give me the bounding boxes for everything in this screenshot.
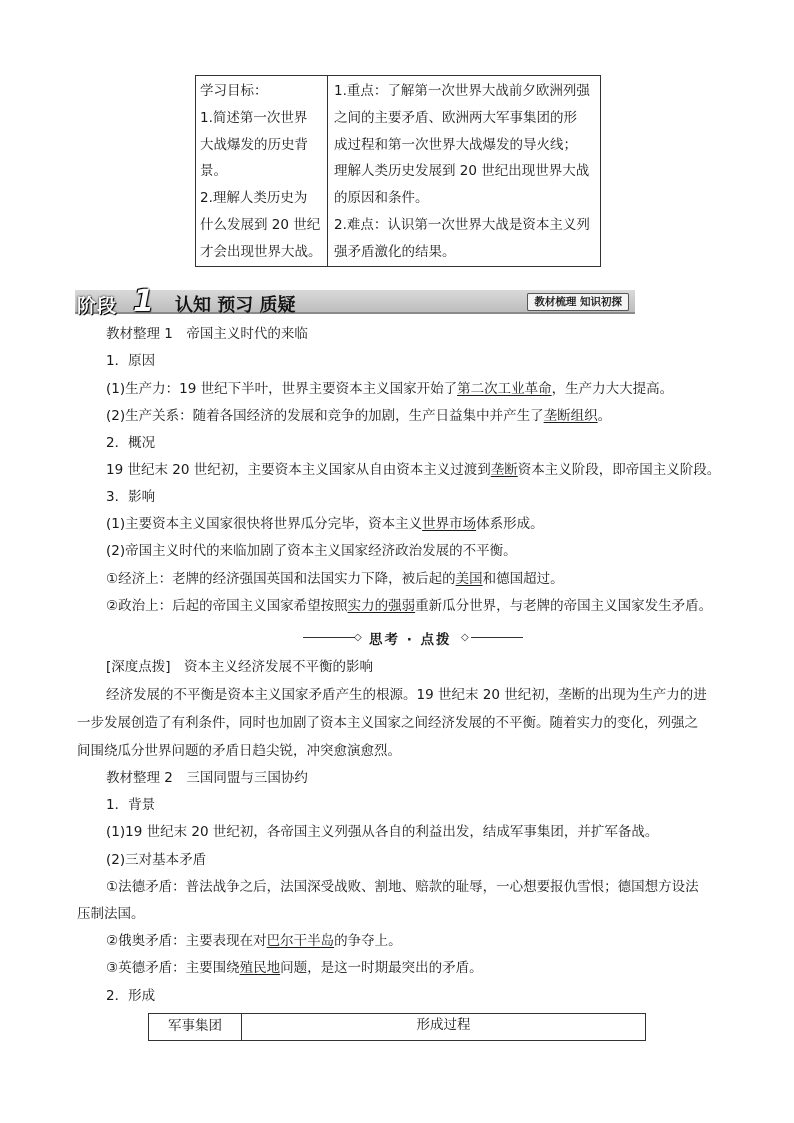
deep-analysis-line: 经济发展的不平衡是资本主义国家矛盾产生的根源。19 世纪末 20 世纪初，垄断的出现为生产力的进 <box>106 687 707 703</box>
text: ②政治上：后起的帝国主义国家希望按照 <box>106 598 348 614</box>
text: ，生产力大大提高。 <box>551 381 674 397</box>
key-term: 巴尔干半岛 <box>266 933 335 949</box>
paragraph-franco-german: ①法德矛盾：普法战争之后，法国深受战败、割地、赔款的耻辱，一心想要报仇雪恨；德国想方设法 <box>106 879 699 895</box>
diamond-icon: ◇ <box>461 632 469 643</box>
diamond-icon: ◇ <box>354 632 362 643</box>
objectives-right-line: 成过程和第一次世界大战爆发的导火线； <box>334 136 577 153</box>
key-term: 垄断 <box>490 462 518 478</box>
text: 体系形成。 <box>476 516 544 532</box>
formation-table-header-group: 军事集团 <box>149 1014 242 1040</box>
formation-table <box>148 1013 646 1041</box>
key-term: 垄断组织 <box>543 408 598 424</box>
divider-rule <box>471 637 523 638</box>
subheading: 1．背景 <box>106 797 156 813</box>
paragraph-background2: (2)三对基本矛盾 <box>106 852 207 868</box>
paragraph-background1: (1)19 世纪末 20 世纪初，各帝国主义列强从各自的利益出发，结成军事集团，并扩军备战。 <box>106 824 659 840</box>
objectives-right-line: 强矛盾激化的结果。 <box>334 243 456 260</box>
paragraph-impact1 <box>106 515 544 533</box>
text: 问题，是这一时期最突出的矛盾。 <box>280 960 483 976</box>
text: ③英德矛盾：主要围绕 <box>106 960 240 976</box>
think-label: 思考 · 点拨 <box>369 632 452 648</box>
paragraph-franco-german-cont: 压制法国。 <box>77 906 145 922</box>
subheading: 1．原因 <box>106 353 156 369</box>
objectives-right-line: 之间的主要矛盾、欧洲两大军事集团的形 <box>334 109 577 126</box>
objectives-right-line: 的原因和条件。 <box>334 190 429 207</box>
text: 19 世纪末 20 世纪初，主要资本主义国家从自由资本主义过渡到 <box>106 462 491 478</box>
learning-objectives-table <box>195 75 601 267</box>
objectives-left-line: 学习目标： <box>200 83 268 99</box>
objectives-left-line: 大战爆发的历史背 <box>200 136 308 153</box>
objectives-keypoints-cell <box>328 76 600 266</box>
paragraph-productivity <box>106 380 673 398</box>
paragraph-impact2: (2)帝国主义时代的来临加剧了资本主义国家经济政治发展的不平衡。 <box>106 543 517 559</box>
text: 的争夺上。 <box>334 933 402 949</box>
stage-tag: 教材梳理 知识初探 <box>527 293 629 311</box>
objectives-right-line: 理解人类历史发展到 20 世纪出现世界大战 <box>334 163 590 180</box>
text: 。 <box>597 408 612 424</box>
key-term: 实力的强弱 <box>347 598 416 614</box>
paragraph-impact-politics <box>106 597 712 615</box>
stage-number: 1 <box>133 284 154 319</box>
key-term: 殖民地 <box>239 960 281 976</box>
objectives-left-line: 2.理解人类历史为 <box>200 190 308 207</box>
text: 和德国超过。 <box>482 571 564 587</box>
stage-banner <box>75 284 635 319</box>
deep-analysis-line: 一步发展创造了有利条件，同时也加剧了资本主义国家之间经济发展的不平衡。随着实力的变化，列强之 <box>77 715 698 731</box>
objectives-left-line: 才会出现世界大战。 <box>200 243 322 260</box>
paragraph-anglo-german <box>106 959 483 977</box>
text: (2)生产关系：随着各国经济的发展和竞争的加剧，生产日益集中并产生了 <box>106 408 544 424</box>
section-title: 教材整理 2 三国同盟与三国协约 <box>106 770 308 786</box>
key-term: 美国 <box>455 571 483 587</box>
stage-label: 阶段 <box>77 295 118 317</box>
objectives-right-line: 2.难点：认识第一次世界大战是资本主义列 <box>334 216 590 233</box>
key-term: 第二次工业革命 <box>457 381 552 397</box>
subheading: 2．形成 <box>106 988 156 1004</box>
text: 重新瓜分世界，与老牌的帝国主义国家发生矛盾。 <box>415 598 713 614</box>
formation-table-header-process: 形成过程 <box>416 1017 471 1033</box>
paragraph-russo-austrian <box>106 932 402 950</box>
text: (1)主要资本主义国家很快将世界瓜分完毕，资本主义 <box>106 516 423 532</box>
key-term: 世界市场 <box>422 516 477 532</box>
paragraph-impact-economy <box>106 570 564 588</box>
objectives-left-line: 什么发展到 20 世纪 <box>200 216 321 233</box>
objectives-left-line: 1.简述第一次世界 <box>200 109 308 126</box>
text: ②俄奥矛盾：主要表现在对 <box>106 933 267 949</box>
paragraph-overview <box>106 461 720 479</box>
text: 资本主义阶段，即帝国主义阶段。 <box>517 462 721 478</box>
text: ①经济上：老牌的经济强国英国和法国实力下降，被后起的 <box>106 571 456 587</box>
section-title: 教材整理 1 帝国主义时代的来临 <box>106 326 308 342</box>
subheading: 3．影响 <box>106 489 156 505</box>
objectives-goals-cell <box>196 76 328 266</box>
subheading: 2．概况 <box>106 435 156 451</box>
think-divider <box>303 628 523 646</box>
objectives-right-line: 1.重点：了解第一次世界大战前夕欧洲列强 <box>334 83 590 99</box>
deep-analysis-line: 间围绕瓜分世界问题的矛盾日趋尖锐，冲突愈演愈烈。 <box>77 743 401 759</box>
stage-heading: 认知 预习 质疑 <box>175 295 296 316</box>
deep-analysis-title: [深度点拨] 资本主义经济发展不平衡的影响 <box>106 659 374 675</box>
objectives-left-line: 景。 <box>200 163 227 180</box>
text: (1)生产力：19 世纪下半叶，世界主要资本主义国家开始了 <box>106 381 458 397</box>
divider-rule <box>303 637 355 638</box>
paragraph-relations <box>106 407 611 425</box>
